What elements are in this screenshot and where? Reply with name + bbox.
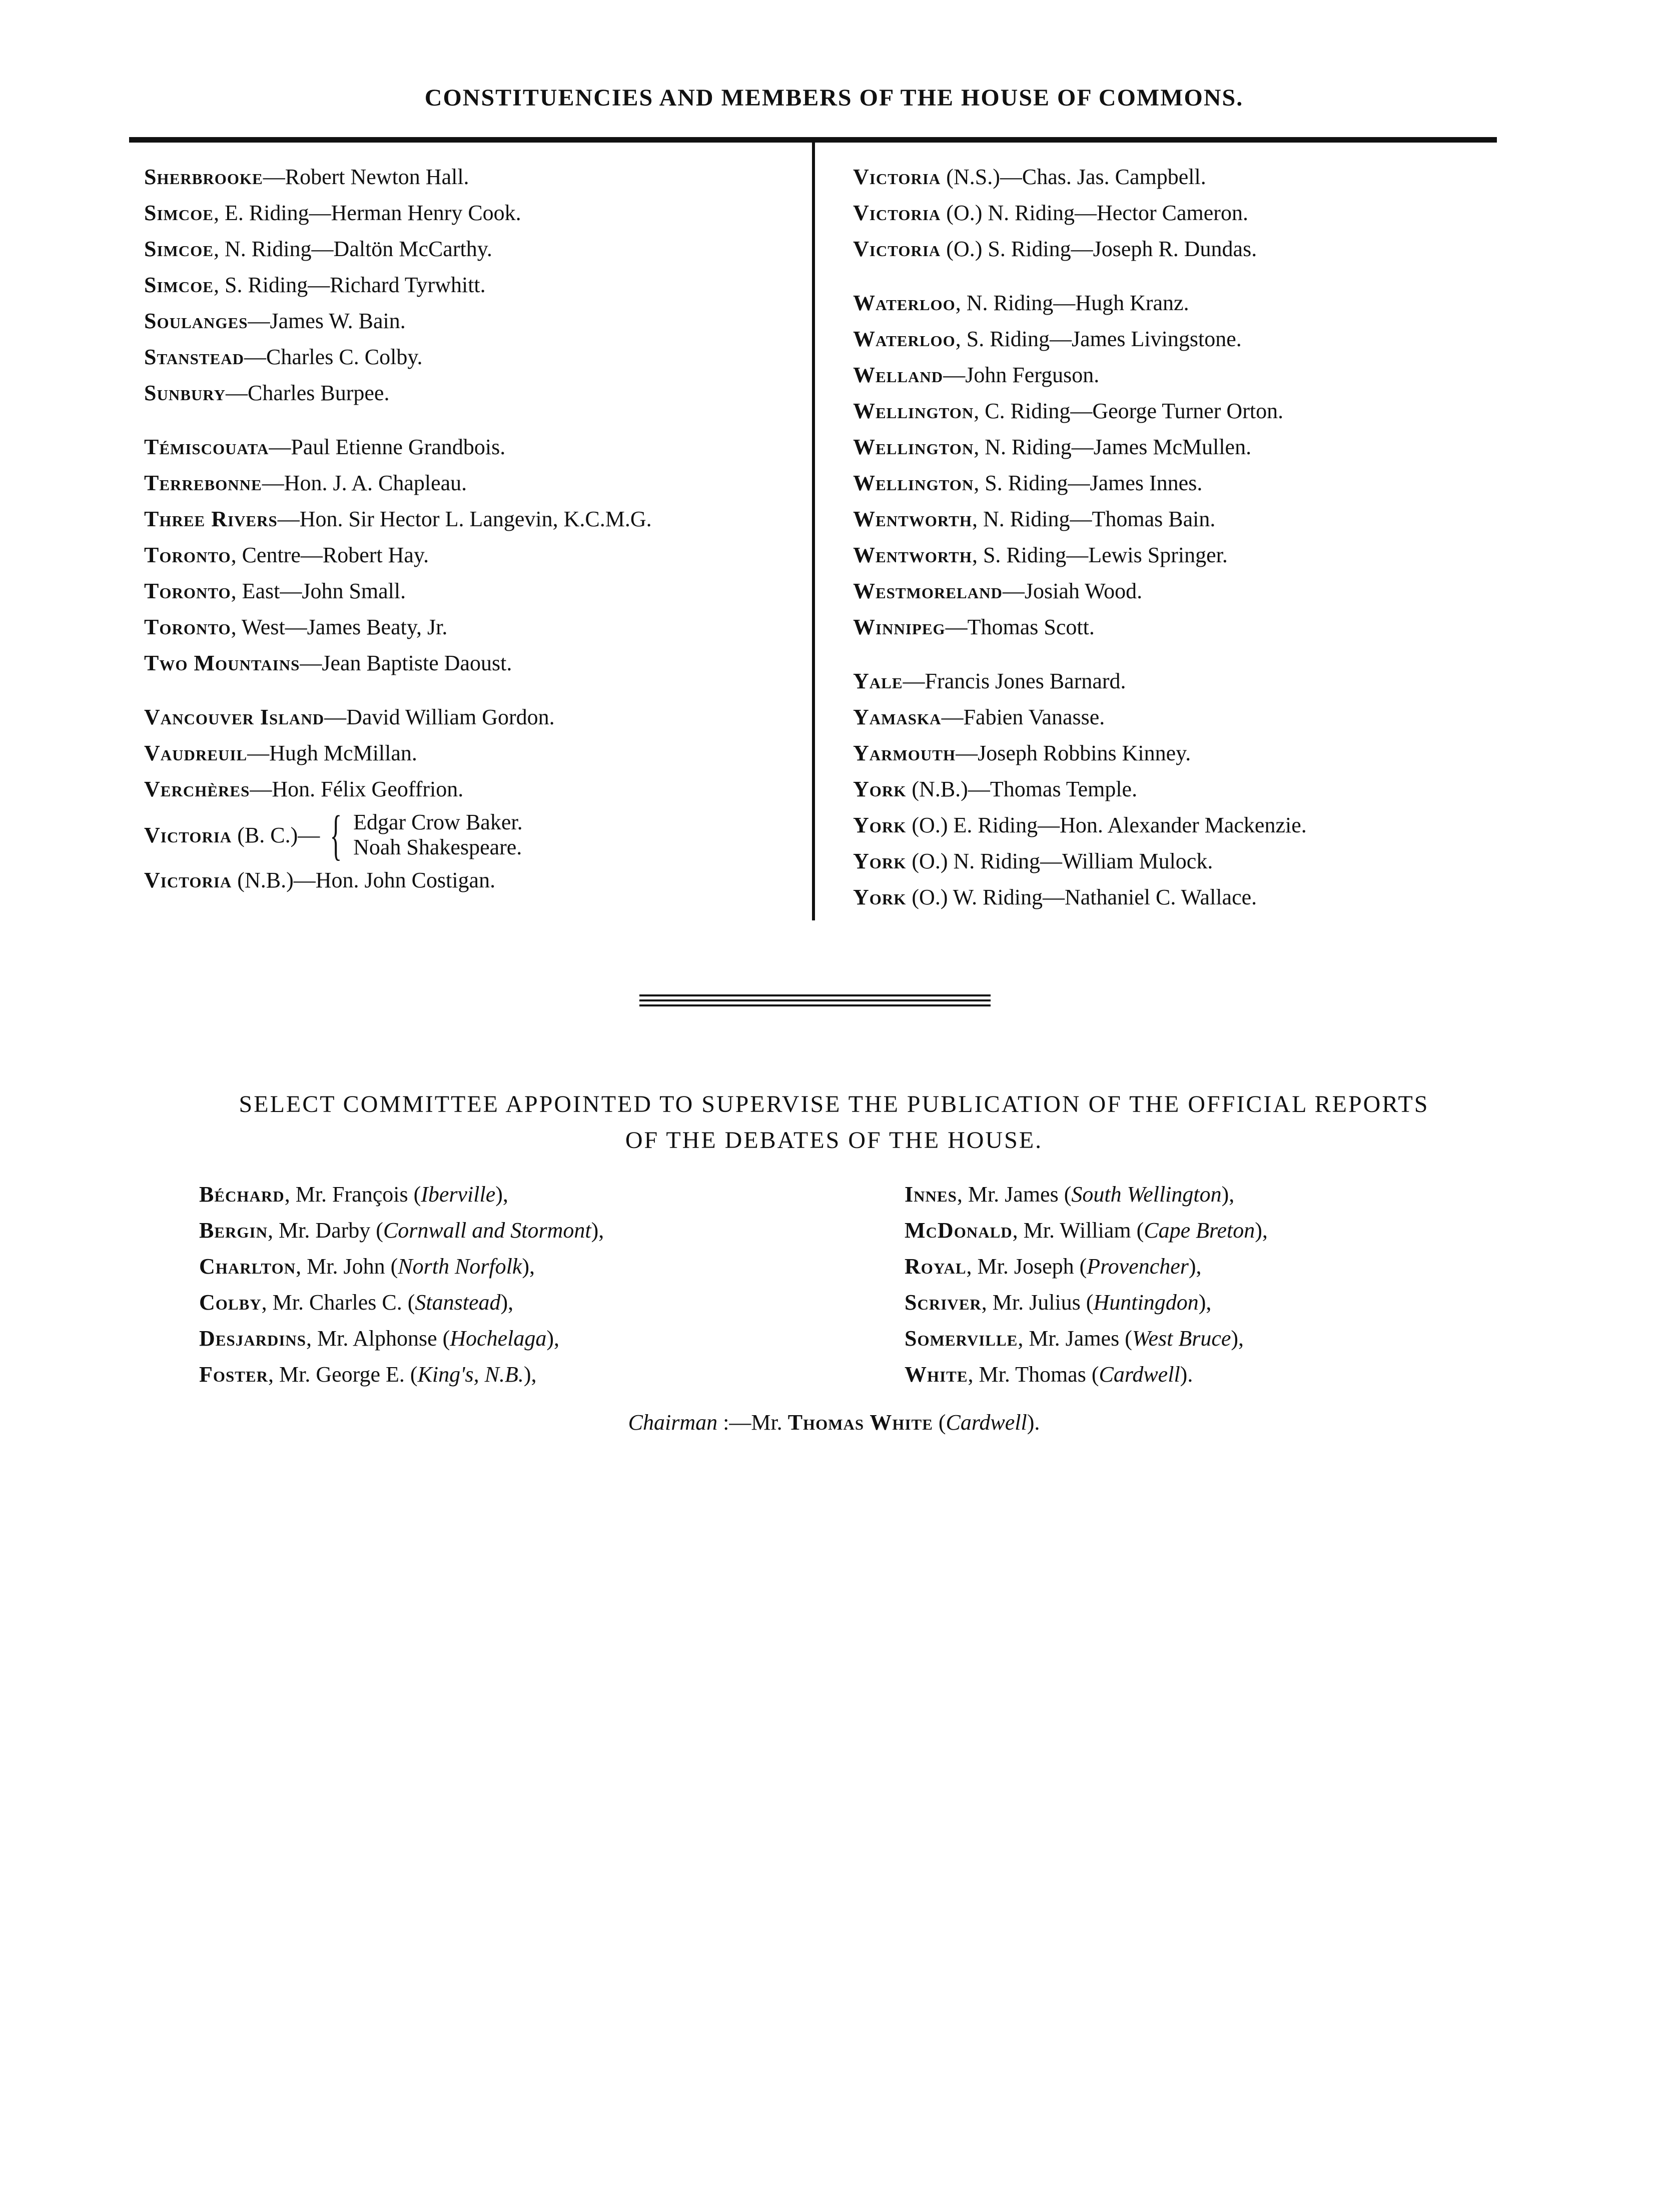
member-surname: Foster <box>199 1362 268 1387</box>
member-tail: ). <box>1180 1362 1193 1387</box>
constituency-group-y <box>853 663 1307 915</box>
member-name: , Mr. James ( <box>957 1182 1072 1207</box>
member-name: , Mr. John ( <box>296 1254 398 1279</box>
constituency-name: Témiscouata <box>144 435 269 459</box>
constituency-name: Victoria <box>853 201 941 225</box>
member-text: , C. Riding—George Turner Orton. <box>974 399 1284 423</box>
committee-member <box>905 1285 1268 1321</box>
constituency-name: Wentworth <box>853 507 972 531</box>
member-text: —Paul Etienne Grandbois. <box>269 435 506 459</box>
member-riding: Cardwell <box>1099 1362 1180 1387</box>
constituency-entry <box>853 735 1307 771</box>
member-surname: Charlton <box>199 1254 296 1279</box>
constituency-entry <box>853 609 1307 645</box>
constituency-entry <box>853 573 1307 609</box>
constituency-name: Sherbrooke <box>144 165 263 189</box>
member-name: , Mr. Charles C. ( <box>261 1290 415 1315</box>
constituency-group-s <box>144 159 652 411</box>
member-name: , Mr. George E. ( <box>268 1362 418 1387</box>
page-title: CONSTITUENCIES AND MEMBERS OF THE HOUSE OF COMMONS. <box>424 85 1244 111</box>
member-text: , Centre—Robert Hay. <box>231 543 429 567</box>
chairman-separator: :—Mr. <box>717 1410 788 1435</box>
committee-member <box>199 1177 604 1213</box>
member-text: —David William Gordon. <box>324 705 555 729</box>
member-text: (O.) W. Riding—Nathaniel C. Wallace. <box>906 885 1257 909</box>
member-text: —James W. Bain. <box>248 309 406 333</box>
constituency-name: Three Rivers <box>144 507 278 531</box>
member-text: , West—James Beaty, Jr. <box>231 615 448 639</box>
member-text: , N. Riding—Thomas Bain. <box>972 507 1216 531</box>
member-tail: ), <box>1188 1254 1202 1279</box>
member-tail: ), <box>1255 1218 1268 1243</box>
constituency-name: Vancouver Island <box>144 705 325 729</box>
member-tail: ), <box>1231 1326 1244 1351</box>
constituency-entry <box>853 663 1307 699</box>
constituency-name: Simcoe <box>144 273 214 297</box>
constituency-name: Westmoreland <box>853 579 1003 603</box>
constituency-entry <box>144 231 652 267</box>
constituency-entry <box>853 195 1307 231</box>
constituency-name: Toronto <box>144 579 231 603</box>
constituency-name: Wellington <box>853 399 974 423</box>
constituency-entry <box>853 699 1307 735</box>
constituency-entry <box>144 159 652 195</box>
constituency-entry <box>144 195 652 231</box>
member-text: —Charles Burpee. <box>226 381 390 405</box>
committee-member <box>199 1249 604 1285</box>
constituency-entry <box>853 429 1307 465</box>
committee-chairman <box>0 1405 1668 1441</box>
member-text: —Joseph Robbins Kinney. <box>956 741 1191 765</box>
constituency-entry <box>853 537 1307 573</box>
constituency-name: Waterloo <box>853 327 956 351</box>
constituency-entry <box>853 159 1307 195</box>
constituency-group-v <box>144 699 652 898</box>
constituency-name: Yarmouth <box>853 741 956 765</box>
constituency-name: Winnipeg <box>853 615 946 639</box>
constituency-entry <box>144 429 652 465</box>
member-name: , Mr. Thomas ( <box>968 1362 1099 1387</box>
member-text: —Jean Baptiste Daoust. <box>300 651 512 675</box>
curly-brace-icon: { <box>330 804 342 865</box>
constituency-name: Soulanges <box>144 309 248 333</box>
member-text: (O.) S. Riding—Joseph R. Dundas. <box>941 237 1257 261</box>
member-riding: Cape Breton <box>1144 1218 1255 1243</box>
member-name: , Mr. François ( <box>284 1182 421 1207</box>
constituency-name: York <box>853 885 907 909</box>
constituency-name: Victoria <box>853 165 941 189</box>
constituency-entry <box>853 807 1307 843</box>
member-riding: North Norfolk <box>398 1254 522 1279</box>
constituency-column-left <box>144 159 652 898</box>
member-text: —Hon. Sir Hector L. Langevin, K.C.M.G. <box>277 507 652 531</box>
constituency-name: Toronto <box>144 615 231 639</box>
member-text: —Hon. J. A. Chapleau. <box>262 471 467 495</box>
chairman-open: ( <box>933 1410 946 1435</box>
constituency-entry <box>144 267 652 303</box>
constituency-name: Toronto <box>144 543 231 567</box>
constituency-entry <box>853 843 1307 879</box>
constituency-entry <box>144 573 652 609</box>
committee-member <box>199 1357 604 1393</box>
constituency-entry <box>144 303 652 339</box>
committee-heading-line: SELECT COMMITTEE APPOINTED TO SUPERVISE THE PUBLICATION OF THE OFFICIAL REPORTS <box>239 1091 1429 1118</box>
member-text: (N.B.)—Hon. John Costigan. <box>232 868 496 892</box>
constituency-name: York <box>853 813 907 837</box>
constituency-entry <box>853 465 1307 501</box>
constituency-entry <box>144 465 652 501</box>
member-tail: ), <box>522 1254 535 1279</box>
section-separator-rule <box>639 994 991 1006</box>
member-riding: Iberville <box>421 1182 496 1207</box>
constituency-entry <box>144 609 652 645</box>
member-text: , E. Riding—Herman Henry Cook. <box>213 201 521 225</box>
constituency-name: Verchères <box>144 777 250 801</box>
constituency-entry <box>853 285 1307 321</box>
committee-member <box>905 1249 1268 1285</box>
chairman-close: ). <box>1027 1410 1040 1435</box>
member-text: (N.B.)—Thomas Temple. <box>906 777 1138 801</box>
member-surname: Scriver <box>905 1290 982 1315</box>
constituency-qualifier: (B. C.)— <box>232 822 320 847</box>
committee-heading <box>0 1086 1668 1159</box>
committee-heading-line: OF THE DEBATES OF THE HOUSE. <box>625 1127 1043 1154</box>
chairman-riding: Cardwell <box>946 1410 1027 1435</box>
committee-member <box>905 1357 1268 1393</box>
constituency-name: Wellington <box>853 471 974 495</box>
committee-member <box>905 1177 1268 1213</box>
member-name: , Mr. James ( <box>1018 1326 1132 1351</box>
committee-member <box>199 1285 604 1321</box>
committee-member <box>905 1213 1268 1249</box>
constituency-entry <box>144 699 652 735</box>
constituency-entry <box>144 501 652 537</box>
constituency-entry <box>853 357 1307 393</box>
committee-column-right <box>905 1177 1268 1393</box>
constituency-name: Terrebonne <box>144 471 262 495</box>
member-surname: Somerville <box>905 1326 1018 1351</box>
constituency-entry <box>144 645 652 681</box>
member-text: —Fabien Vanasse. <box>941 705 1105 729</box>
constituency-entry <box>144 771 652 807</box>
member-text: , S. Riding—James Innes. <box>974 471 1203 495</box>
member-surname: White <box>905 1362 968 1387</box>
member-text: , N. Riding—Hugh Kranz. <box>955 291 1189 315</box>
constituency-name: Simcoe <box>144 237 214 261</box>
member-tail: ), <box>523 1362 537 1387</box>
member-tail: ), <box>500 1290 514 1315</box>
member-text: (O.) N. Riding—Hector Cameron. <box>941 201 1248 225</box>
member-surname: Bergin <box>199 1218 268 1243</box>
constituency-entry <box>144 375 652 411</box>
member-surname: Innes <box>905 1182 957 1207</box>
constituency-name: Victoria <box>853 237 941 261</box>
member-surname: Colby <box>199 1290 262 1315</box>
member-riding: Cornwall and Stormont <box>383 1218 591 1243</box>
committee-column-left <box>199 1177 604 1393</box>
member-text: (N.S.)—Chas. Jas. Campbell. <box>941 165 1206 189</box>
constituency-group-w <box>853 285 1307 645</box>
member-tail: ), <box>495 1182 508 1207</box>
constituency-column-right <box>853 159 1307 915</box>
constituency-name: York <box>853 777 907 801</box>
constituency-entry <box>853 393 1307 429</box>
member-text: —Thomas Scott. <box>945 615 1095 639</box>
constituency-name: Yale <box>853 669 903 693</box>
member-text: , East—John Small. <box>231 579 406 603</box>
constituency-name: Simcoe <box>144 201 214 225</box>
member-name: Noah Shakespeare. <box>353 835 522 859</box>
member-riding: Stanstead <box>415 1290 501 1315</box>
member-riding: Hochelaga <box>450 1326 547 1351</box>
member-tail: ), <box>546 1326 559 1351</box>
member-text: , N. Riding—James McMullen. <box>974 435 1252 459</box>
constituency-entry <box>853 231 1307 267</box>
member-text: —Charles C. Colby. <box>244 345 423 369</box>
committee-member <box>199 1213 604 1249</box>
member-text: —Hugh McMillan. <box>247 741 417 765</box>
member-text: , S. Riding—James Livingstone. <box>955 327 1242 351</box>
member-name: Edgar Crow Baker. <box>353 810 523 834</box>
member-text: —Hon. Félix Geoffrion. <box>250 777 464 801</box>
constituency-name: Wellington <box>853 435 974 459</box>
member-text: , S. Riding—Lewis Springer. <box>972 543 1228 567</box>
constituency-entry <box>853 501 1307 537</box>
member-surname: Desjardins <box>199 1326 307 1351</box>
constituency-name: Victoria <box>144 822 232 847</box>
member-name: , Mr. Joseph ( <box>966 1254 1087 1279</box>
constituency-name: Wentworth <box>853 543 972 567</box>
member-tail: ), <box>591 1218 604 1243</box>
constituency-entry <box>144 339 652 375</box>
committee-member <box>199 1321 604 1357</box>
member-text: —Francis Jones Barnard. <box>903 669 1126 693</box>
member-riding: South Wellington <box>1071 1182 1222 1207</box>
constituency-entry <box>144 537 652 573</box>
member-name: , Mr. Julius ( <box>981 1290 1094 1315</box>
member-riding: King's, N.B. <box>417 1362 524 1387</box>
member-text: , S. Riding—Richard Tyrwhitt. <box>213 273 486 297</box>
member-riding: Provencher <box>1087 1254 1189 1279</box>
member-text: (O.) N. Riding—William Mulock. <box>906 849 1213 873</box>
member-surname: Béchard <box>199 1182 285 1207</box>
member-text: —John Ferguson. <box>943 363 1100 387</box>
member-text: —Robert Newton Hall. <box>263 165 469 189</box>
constituency-entry <box>144 862 652 898</box>
member-name: , Mr. Darby ( <box>267 1218 383 1243</box>
constituency-entry <box>853 321 1307 357</box>
member-text: (O.) E. Riding—Hon. Alexander Mackenzie. <box>906 813 1307 837</box>
member-riding: West Bruce <box>1132 1326 1231 1351</box>
constituency-name: Vaudreuil <box>144 741 248 765</box>
chairman-name: Thomas White <box>787 1410 933 1435</box>
member-surname: McDonald <box>905 1218 1013 1243</box>
constituency-name: Waterloo <box>853 291 956 315</box>
constituency-name: Victoria <box>144 868 232 892</box>
member-list <box>353 810 522 860</box>
constituency-name: Welland <box>853 363 944 387</box>
member-text: —Josiah Wood. <box>1002 579 1143 603</box>
member-name: , Mr. Alphonse ( <box>306 1326 450 1351</box>
member-text: , N. Riding—Daltön McCarthy. <box>213 237 492 261</box>
member-tail: ), <box>1198 1290 1212 1315</box>
committee-member <box>905 1321 1268 1357</box>
constituency-name: Sunbury <box>144 381 226 405</box>
chairman-label: Chairman <box>628 1410 718 1435</box>
constituency-name: York <box>853 849 907 873</box>
constituency-name: Two Mountains <box>144 651 300 675</box>
constituency-entry <box>853 879 1307 915</box>
constituency-name: Yamaska <box>853 705 942 729</box>
column-divider <box>812 140 815 920</box>
constituency-name: Stanstead <box>144 345 244 369</box>
member-name: , Mr. William ( <box>1012 1218 1144 1243</box>
constituency-group-t <box>144 429 652 681</box>
constituency-entry <box>144 735 652 771</box>
member-riding: Huntingdon <box>1093 1290 1199 1315</box>
member-surname: Royal <box>905 1254 967 1279</box>
constituency-entry <box>853 771 1307 807</box>
constituency-group-v-right <box>853 159 1307 267</box>
member-tail: ), <box>1221 1182 1235 1207</box>
constituency-entry-multi-member <box>144 804 652 865</box>
